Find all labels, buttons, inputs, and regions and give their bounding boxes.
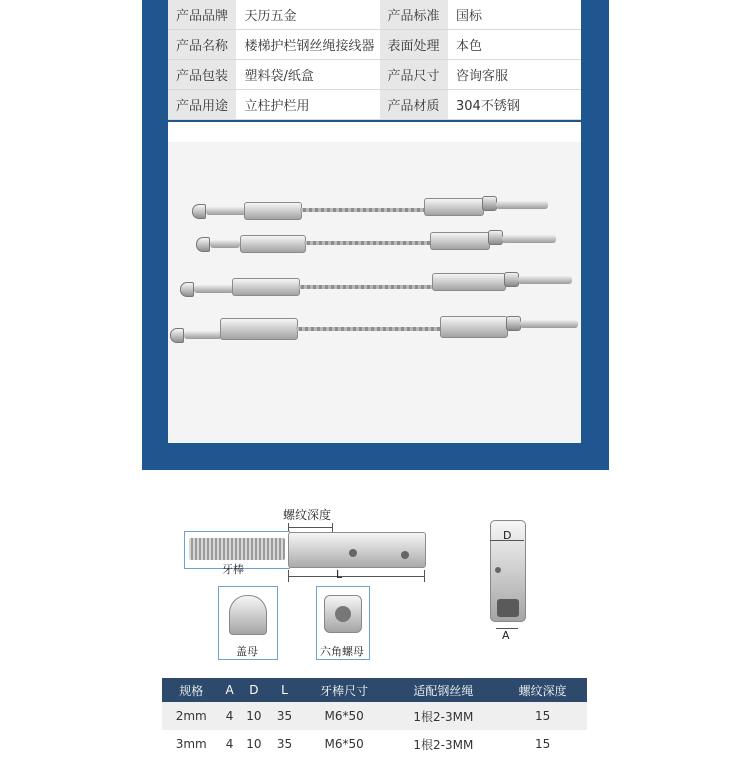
cap-nut-icon — [170, 328, 184, 343]
inner-label: A — [502, 629, 510, 642]
threaded-rod — [206, 207, 246, 215]
length-dimension — [288, 576, 424, 577]
set-screw-hole — [401, 551, 409, 559]
spec-key: 产品名称 — [168, 30, 236, 60]
hex-nut-icon — [506, 316, 521, 331]
dimension-tick — [288, 570, 289, 582]
spec-key: 产品包装 — [168, 60, 236, 90]
spec-row — [168, 60, 581, 90]
cap-nut-icon — [180, 282, 194, 297]
threaded-rod — [184, 331, 222, 339]
diameter-label: D — [503, 529, 512, 542]
spec-row — [168, 30, 581, 60]
threaded-rod — [518, 276, 572, 284]
cap-nut-icon — [229, 595, 267, 635]
column-header: L — [269, 678, 300, 702]
spec-value: 天历五金 — [236, 0, 379, 30]
sleeve-fitting — [440, 316, 508, 338]
sleeve-fitting — [244, 202, 302, 220]
size-table — [162, 678, 587, 758]
spec-key: 产品品牌 — [168, 0, 236, 30]
dimension-tick — [424, 570, 425, 582]
cap-nut-label: 盖母 — [236, 645, 258, 658]
table-row — [162, 702, 587, 730]
column-header: 规格 — [162, 678, 221, 702]
nut-hole — [335, 606, 351, 622]
table-cell: 1根2-3MM — [388, 702, 498, 730]
table-cell: 35 — [269, 730, 300, 758]
thread-depth-dimension — [288, 527, 332, 528]
threaded-rod — [520, 320, 578, 328]
product-photo — [168, 122, 581, 443]
column-header: 螺纹深度 — [498, 678, 587, 702]
spec-row — [168, 90, 581, 120]
threaded-rod-illustration — [189, 538, 285, 560]
table-cell: 4 — [221, 702, 239, 730]
spec-value: 304不锈钢 — [448, 90, 581, 120]
column-header: A — [221, 678, 239, 702]
hex-nut-icon — [324, 595, 362, 633]
table-cell: 15 — [498, 702, 587, 730]
spec-value: 国标 — [448, 0, 581, 30]
threaded-rod — [496, 201, 548, 209]
hex-nut-icon — [482, 196, 497, 211]
rod-label: 牙棒 — [222, 563, 244, 576]
column-header: 牙棒尺寸 — [300, 678, 389, 702]
steel-cable — [296, 327, 440, 331]
spec-key: 产品尺寸 — [380, 60, 448, 90]
table-row — [162, 730, 587, 758]
sleeve-fitting — [432, 273, 506, 291]
spec-key: 产品材质 — [380, 90, 448, 120]
size-table-header — [162, 678, 587, 702]
table-cell: 15 — [498, 730, 587, 758]
spec-value: 本色 — [448, 30, 581, 60]
sleeve-bore — [497, 599, 519, 617]
photo-top-margin — [168, 122, 581, 142]
table-cell: 2mm — [162, 702, 221, 730]
threaded-rod — [502, 235, 556, 243]
sleeve-fitting — [424, 198, 484, 216]
cap-nut-icon — [192, 204, 206, 219]
length-label: L — [336, 568, 343, 581]
spec-key: 表面处理 — [380, 30, 448, 60]
spec-key: 产品标准 — [380, 0, 448, 30]
thread-depth-label: 螺纹深度 — [283, 508, 332, 522]
column-header: D — [239, 678, 270, 702]
sleeve-fitting — [232, 278, 300, 296]
set-screw-hole — [495, 567, 501, 573]
sleeve-illustration — [288, 532, 426, 568]
set-screw-hole — [349, 549, 357, 557]
threaded-rod — [210, 240, 240, 248]
spec-value: 塑料袋/纸盒 — [236, 60, 379, 90]
cap-nut-icon — [196, 237, 210, 252]
table-cell: 3mm — [162, 730, 221, 758]
sleeve-fitting — [240, 235, 306, 253]
sleeve-fitting — [220, 318, 298, 340]
spec-table — [168, 0, 581, 120]
column-header: 适配钢丝绳 — [388, 678, 498, 702]
table-cell: M6*50 — [300, 702, 389, 730]
steel-cable — [300, 208, 426, 212]
spec-row — [168, 0, 581, 30]
table-cell: 1根2-3MM — [388, 730, 498, 758]
table-cell: 10 — [239, 702, 270, 730]
spec-value: 咨询客服 — [448, 60, 581, 90]
hex-nut-label: 六角螺母 — [320, 645, 364, 658]
spec-key: 产品用途 — [168, 90, 236, 120]
hex-nut-icon — [504, 272, 519, 287]
table-cell: 35 — [269, 702, 300, 730]
table-cell: M6*50 — [300, 730, 389, 758]
sleeve-fitting — [430, 232, 490, 250]
spec-value: 立柱护栏用 — [236, 90, 379, 120]
table-cell: 4 — [221, 730, 239, 758]
steel-cable — [298, 285, 432, 289]
table-cell: 10 — [239, 730, 270, 758]
hex-nut-icon — [488, 230, 503, 245]
steel-cable — [304, 241, 430, 245]
spec-value: 楼梯护栏钢丝绳接线器 — [236, 30, 379, 60]
threaded-rod — [194, 285, 234, 293]
